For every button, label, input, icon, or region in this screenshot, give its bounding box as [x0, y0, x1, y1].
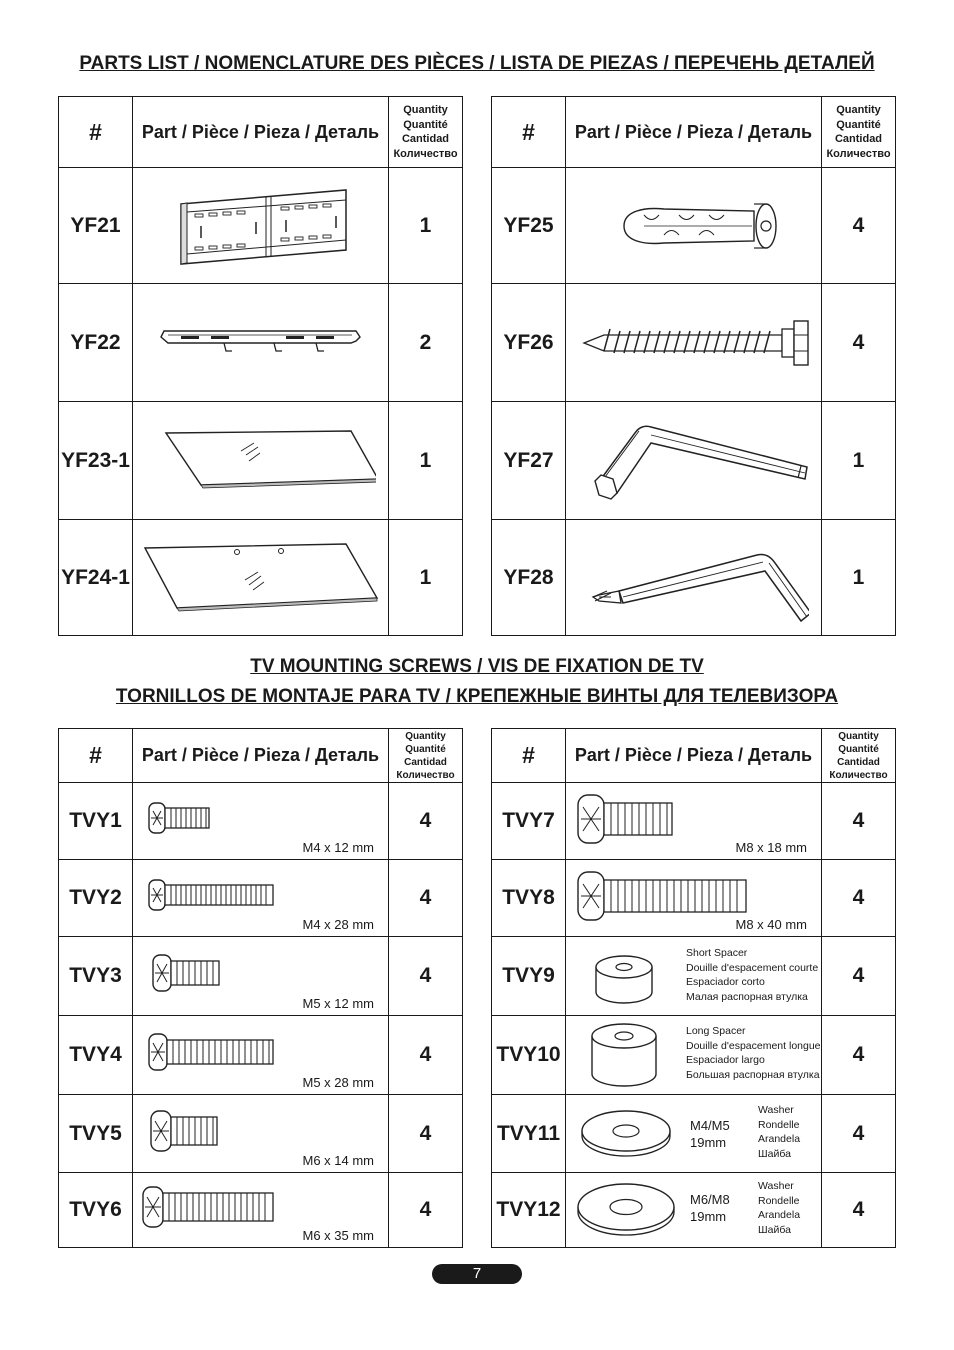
part-quantity: 4 — [822, 284, 896, 402]
table-row — [492, 168, 896, 284]
screws-table-right — [491, 728, 896, 1248]
part-quantity: 4 — [822, 860, 896, 937]
screws-table-left — [58, 728, 463, 1248]
part-id: YF28 — [492, 520, 566, 636]
mounting-arm-icon — [133, 284, 389, 402]
part-id: YF24-1 — [59, 520, 133, 636]
part-id: YF26 — [492, 284, 566, 402]
screw-size: M8 x 18 mm — [735, 840, 807, 855]
wall-plate-icon — [133, 168, 389, 284]
short-spacer-icon — [566, 937, 822, 1016]
part-id: TVY9 — [492, 937, 566, 1016]
table-row — [492, 1095, 896, 1173]
washer-icon — [566, 1095, 822, 1173]
part-quantity: 4 — [389, 1095, 463, 1173]
header-quantity: Quantity Quantité Cantidad Количество — [389, 97, 463, 168]
parts-list-title: PARTS LIST / NOMENCLATURE DES PIÈCES / LISTA DE PIEZAS / ПЕРЕЧЕНЬ ДЕТАЛЕЙ — [79, 53, 875, 74]
table-row — [492, 402, 896, 520]
table-row — [59, 402, 463, 520]
part-id: TVY6 — [59, 1173, 133, 1248]
table-header — [492, 97, 896, 168]
part-quantity: 4 — [389, 1173, 463, 1248]
part-id: TVY8 — [492, 860, 566, 937]
screw-icon — [566, 783, 822, 860]
part-quantity: 4 — [822, 937, 896, 1016]
screw-icon — [133, 860, 389, 937]
table-row — [492, 520, 896, 636]
part-description: Short Spacer Douille d'espacement courte Espaciador corto Малая распорная втулка — [686, 947, 819, 1003]
header-part: Part / Pièce / Pieza / Деталь — [566, 729, 822, 783]
table-header — [492, 729, 896, 783]
header-number: # — [492, 97, 566, 168]
washer-size: M4/M5 19mm — [690, 1118, 730, 1150]
glass-shelf-icon — [133, 402, 389, 520]
header-part: Part / Pièce / Pieza / Деталь — [566, 97, 822, 168]
part-id: TVY10 — [492, 1016, 566, 1095]
part-id: TVY12 — [492, 1173, 566, 1248]
parts-table-right — [491, 96, 896, 636]
screw-icon — [566, 860, 822, 937]
part-quantity: 4 — [822, 1173, 896, 1248]
glass-shelf-holes-icon — [133, 520, 389, 636]
screw-icon — [133, 1095, 389, 1173]
part-quantity: 4 — [822, 783, 896, 860]
header-number: # — [492, 729, 566, 783]
part-quantity: 1 — [389, 402, 463, 520]
screw-icon — [133, 937, 389, 1016]
table-row — [59, 1016, 463, 1095]
table-row — [59, 284, 463, 402]
screw-size: M8 x 40 mm — [735, 917, 807, 932]
part-quantity: 1 — [389, 168, 463, 284]
part-id: YF23-1 — [59, 402, 133, 520]
part-id: YF25 — [492, 168, 566, 284]
table-row — [59, 937, 463, 1016]
part-id: YF27 — [492, 402, 566, 520]
part-id: TVY1 — [59, 783, 133, 860]
part-quantity: 4 — [822, 1095, 896, 1173]
part-id: YF21 — [59, 168, 133, 284]
part-quantity: 4 — [389, 783, 463, 860]
part-description: Washer Rondelle Arandela Шайба — [758, 1180, 801, 1236]
parts-table-left — [58, 96, 463, 636]
part-id: TVY7 — [492, 783, 566, 860]
part-quantity: 4 — [389, 1016, 463, 1095]
header-number: # — [59, 729, 133, 783]
header-part: Part / Pièce / Pieza / Деталь — [133, 97, 389, 168]
table-header — [59, 97, 463, 168]
table-row — [492, 284, 896, 402]
table-row — [492, 860, 896, 937]
hex-key-icon — [566, 402, 822, 520]
part-id: TVY3 — [59, 937, 133, 1016]
screw-size: M6 x 35 mm — [302, 1228, 374, 1243]
part-id: TVY11 — [492, 1095, 566, 1173]
page-number: 7 — [432, 1264, 522, 1284]
table-row — [59, 168, 463, 284]
washer-size: M6/M8 19mm — [690, 1192, 730, 1224]
part-quantity: 1 — [389, 520, 463, 636]
table-row — [59, 860, 463, 937]
screwdriver-wrench-icon — [566, 520, 822, 636]
screws-title-line-2: TORNILLOS DE MONTAJE PARA TV / КРЕПЕЖНЫЕ ВИНТЫ ДЛЯ ТЕЛЕВИЗОРА — [115, 686, 839, 707]
table-row — [59, 1173, 463, 1248]
screw-size: M5 x 12 mm — [302, 996, 374, 1011]
screw-size: M5 x 28 mm — [302, 1075, 374, 1090]
table-row — [492, 937, 896, 1016]
part-quantity: 1 — [822, 402, 896, 520]
table-row — [492, 1173, 896, 1248]
part-quantity: 2 — [389, 284, 463, 402]
header-quantity: Quantity Quantité Cantidad Количество — [822, 97, 896, 168]
screw-size: M6 x 14 mm — [302, 1153, 374, 1168]
lag-bolt-icon — [566, 284, 822, 402]
table-header — [59, 729, 463, 783]
part-id: YF22 — [59, 284, 133, 402]
header-quantity: Quantity Quantité Cantidad Количество — [822, 729, 896, 783]
part-description: Long Spacer Douille d'espacement longue Espaciador largo Большая распорная втулка — [686, 1025, 821, 1081]
header-number: # — [59, 97, 133, 168]
part-quantity: 4 — [822, 1016, 896, 1095]
part-quantity: 1 — [822, 520, 896, 636]
table-row — [59, 1095, 463, 1173]
part-id: TVY4 — [59, 1016, 133, 1095]
header-part: Part / Pièce / Pieza / Деталь — [133, 729, 389, 783]
part-quantity: 4 — [389, 937, 463, 1016]
screws-title-line-1: TV MOUNTING SCREWS / VIS DE FIXATION DE TV — [250, 656, 704, 677]
screw-size: M4 x 28 mm — [302, 917, 374, 932]
part-id: TVY5 — [59, 1095, 133, 1173]
screw-icon — [133, 783, 389, 860]
screw-icon — [133, 1173, 389, 1248]
part-description: Washer Rondelle Arandela Шайба — [758, 1104, 801, 1160]
table-row — [59, 520, 463, 636]
part-id: TVY2 — [59, 860, 133, 937]
table-row — [492, 1016, 896, 1095]
washer-icon — [566, 1173, 822, 1248]
table-row — [59, 783, 463, 860]
screw-icon — [133, 1016, 389, 1095]
screw-size: M4 x 12 mm — [302, 840, 374, 855]
header-quantity: Quantity Quantité Cantidad Количество — [389, 729, 463, 783]
wall-anchor-icon — [566, 168, 822, 284]
long-spacer-icon — [566, 1016, 822, 1095]
part-quantity: 4 — [822, 168, 896, 284]
table-row — [492, 783, 896, 860]
part-quantity: 4 — [389, 860, 463, 937]
